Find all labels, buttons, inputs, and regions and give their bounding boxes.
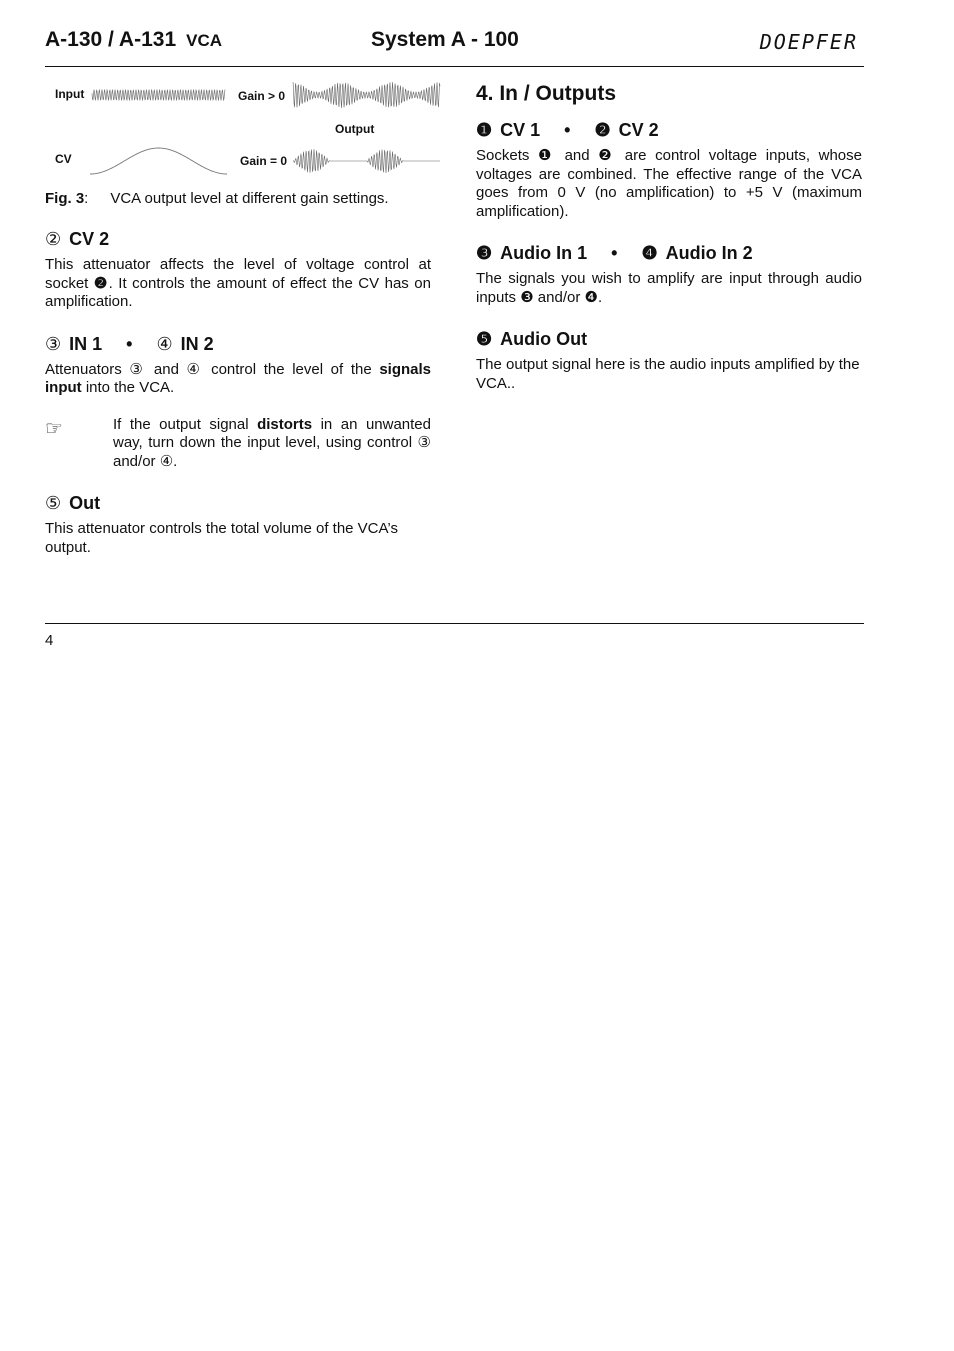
heading-text: Out (69, 493, 101, 513)
paragraph-cv2 (45, 256, 431, 312)
output-gain-zero-path (293, 149, 440, 173)
module-title: A-130 / A-131 (45, 28, 177, 51)
figure-label-gain-positive: Gain > 0 (238, 89, 286, 103)
output-waveform-gain-positive (293, 82, 440, 108)
heading-out-attenuator (45, 493, 431, 514)
socket-ref: ❷ (93, 274, 109, 292)
figure-caption-colon: : (84, 190, 89, 207)
note-distortion (45, 416, 431, 472)
socket-number: ❷ (594, 120, 611, 140)
heading-text: CV 2 (618, 120, 659, 140)
heading-audio-out (476, 329, 862, 350)
output-gain-positive-path (293, 82, 440, 108)
heading-text: Audio Out (500, 329, 588, 349)
note-text (113, 416, 431, 472)
figure-vca-gain (45, 80, 445, 180)
socket-number: ❸ (476, 243, 493, 263)
text-run: into the VCA. (81, 379, 175, 396)
input-waveform-path (92, 90, 225, 101)
right-column (476, 80, 862, 393)
heading-text: IN 1 (69, 333, 103, 354)
pointing-hand-icon: ☞ (45, 417, 63, 440)
cv-waveform-path (90, 148, 227, 174)
text-run: If the output signal (113, 415, 258, 433)
system-title: System A - 100 (371, 28, 519, 51)
module-type: VCA (186, 31, 223, 50)
page-number: 4 (45, 632, 54, 649)
text-run: in an unwanted way, turn down the input level, using control ③ and/or ④. (113, 415, 431, 470)
figure-label-input: Input (55, 87, 85, 101)
control-number: ② (45, 229, 62, 249)
bold-text: distorts (257, 415, 313, 433)
bullet-separator: • (564, 120, 571, 140)
paragraph-audio-inputs: The signals you wish to amplify are input through audio inputs ❸ and/or ❹. (476, 270, 862, 306)
footer-divider (45, 623, 864, 624)
page-header (45, 28, 864, 67)
bullet-separator: • (126, 333, 133, 354)
brand-logo: DOEPFER (759, 30, 858, 54)
heading-text: CV 1 (500, 120, 541, 140)
figure-label-cv: CV (55, 152, 72, 166)
control-number: ③ (45, 333, 62, 354)
heading-cv2-attenuator (45, 229, 431, 250)
cv-waveform (90, 148, 227, 174)
control-number: ⑤ (45, 493, 62, 513)
bold-text: signals input (45, 360, 431, 396)
heading-text: CV 2 (69, 229, 110, 249)
figure-caption-text: VCA output level at different gain settings. (110, 190, 389, 207)
control-number: ④ (156, 333, 173, 354)
paragraph-out: This attenuator controls the total volume of the VCA’s output. (45, 520, 398, 556)
socket-number: ❹ (641, 243, 658, 263)
left-column (45, 80, 431, 557)
heading-in-attenuators (45, 334, 431, 355)
figure-caption (45, 190, 431, 207)
figure-label-output: Output (335, 122, 375, 136)
socket-number: ❺ (476, 329, 493, 349)
heading-text: IN 2 (180, 333, 214, 354)
heading-text: Audio In 1 (500, 243, 588, 263)
input-waveform (92, 90, 225, 101)
text-run: . It controls the amount of effect the CV has on amplification. (45, 274, 431, 310)
paragraph-cv-inputs: Sockets ❶ and ❷ are control voltage inputs, whose voltages are combined. The effective range of the VCA goes from 0 V (no amplification) to +5 V (maximum amplification). (476, 147, 862, 220)
paragraph-audio-out: The output signal here is the audio inputs amplified by the VCA.. (476, 356, 860, 392)
document-title (45, 28, 222, 52)
text-run: This attenuator affects the level of voltage control at socket (45, 256, 431, 292)
heading-cv-inputs (476, 120, 862, 141)
figure-caption-ref: Fig. 3 (45, 190, 85, 207)
heading-audio-inputs (476, 243, 862, 264)
figure-label-gain-zero: Gain = 0 (240, 154, 288, 168)
socket-number: ❶ (476, 120, 493, 140)
paragraph-in (45, 361, 431, 398)
heading-text: Audio In 2 (665, 243, 753, 263)
bullet-separator: • (611, 243, 618, 263)
waveform-diagram (45, 80, 445, 180)
output-waveform-gain-zero (293, 149, 440, 173)
text-run: Attenuators ③ and ④ control the level of the (45, 360, 380, 378)
section-title: 4. In / Outputs (476, 82, 616, 105)
